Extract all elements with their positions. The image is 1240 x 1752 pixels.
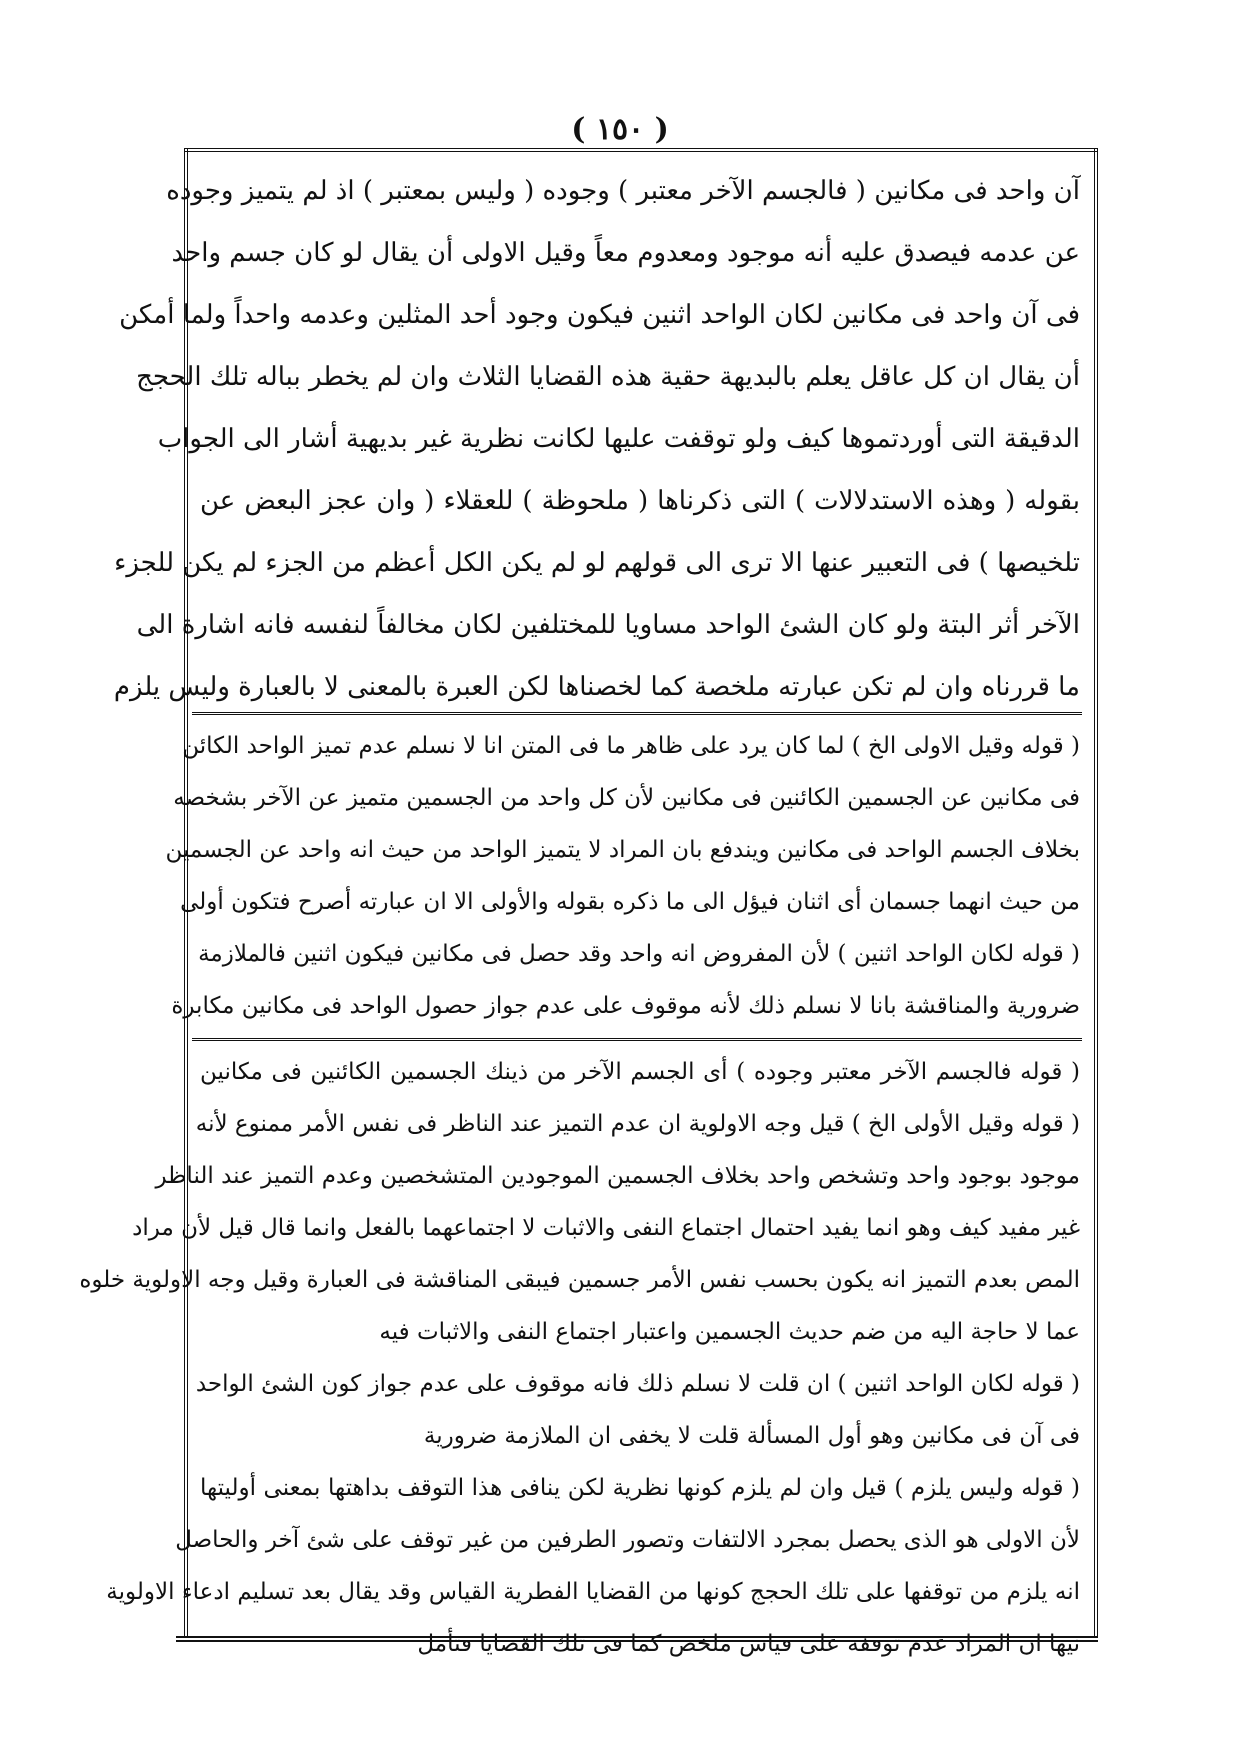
commentary-line: من حيث انهما جسمان أى اثنان فيؤل الى ما ذكره بقوله والأولى الا ان عبارته أصرح فتكون أولى [180,889,1080,915]
page-number: ( ١٥٠ ) [571,112,669,147]
commentary-line: انه يلزم من توقفها على تلك الحجج كونها من القضايا الفطرية القياس وقد يقال بعد تسليم ادعاء الاولوية [106,1579,1080,1605]
commentary-line: فى مكانين عن الجسمين الكائنين فى مكانين لأن كل واحد من الجسمين متميز عن الآخر بشخصه [173,785,1080,811]
main-line: الدقيقة التى أوردتموها كيف ولو توقفت عليها لكانت نظرية غير بديهية أشار الى الجواب [157,424,1080,454]
commentary-line: ( قوله وليس يلزم ) قيل وان لم يلزم كونها نظرية لكن ينافى هذا التوقف بداهتها بمعنى أوليتها [200,1475,1080,1501]
commentary-line: بخلاف الجسم الواحد فى مكانين ويندفع بان المراد لا يتميز الواحد من حيث انه واحد عن الجسمين [165,837,1080,863]
commentary-line: المص بعدم التميز انه يكون بحسب نفس الأمر جسمين فيبقى المناقشة فى العبارة وقيل وجه الاولوية خلوه [79,1267,1080,1293]
main-line: الآخر أثر البتة ولو كان الشئ الواحد مساويا للمختلفين لكان مخالفاً لنفسه فانه اشارة الى [136,610,1080,640]
commentary-line: غير مفيد كيف وهو انما يفيد احتمال اجتماع النفى والاثبات لا اجتماعهما بالفعل وانما قال قيل لأن مراد [132,1215,1080,1241]
commentary-line: ضرورية والمناقشة بانا لا نسلم ذلك لأنه موقوف على عدم جواز حصول الواحد فى مكانين مكابرة [171,993,1080,1019]
main-line: أن يقال ان كل عاقل يعلم بالبديهة حقية هذه القضايا الثلاث وان لم يخطر بباله تلك الحجج [136,362,1080,392]
main-line: عن عدمه فيصدق عليه أنه موجود ومعدوم معاً وقيل الاولى أن يقال لو كان جسم واحد [171,238,1080,268]
commentary-line: ( قوله وقيل الاولى الخ ) لما كان يرد على ظاهر ما فى المتن انا لا نسلم عدم تميز الواحد الكائن [182,733,1080,759]
commentary-line: فى آن فى مكانين وهو أول المسألة قلت لا يخفى ان الملازمة ضرورية [423,1423,1080,1449]
commentary-line: ( قوله فالجسم الآخر معتبر وجوده ) أى الجسم الآخر من ذينك الجسمين الكائنين فى مكانين [200,1059,1080,1085]
main-line: بقوله ( وهذه الاستدلالات ) التى ذكرناها ( ملحوظة ) للعقلاء ( وان عجز البعض عن [200,486,1080,516]
commentary-line: ( قوله وقيل الأولى الخ ) قيل وجه الاولوية ان عدم التميز عند الناظر فى نفس الأمر ممنوع لأنه [195,1111,1080,1137]
commentary-line: موجود بوجود واحد وتشخص واحد بخلاف الجسمين الموجودين المتشخصين وعدم التميز عند الناظر [155,1163,1080,1189]
commentary-line: عما لا حاجة اليه من ضم حديث الجسمين واعتبار اجتماع النفى والاثبات فيه [379,1319,1080,1345]
main-line: فى آن واحد فى مكانين لكان الواحد اثنين فيكون وجود أحد المثلين وعدمه واحداً ولما أمكن [119,300,1080,330]
commentary-block-2 [79,1046,1080,1670]
commentary-block-1 [165,720,1080,1032]
bottom-rule [176,1636,1098,1642]
section-divider [192,712,1082,715]
commentary-line: نيها ان المراد عدم توقفه على قياس ملخص كما فى تلك القضايا فتأمل [417,1631,1080,1657]
main-text [113,160,1080,718]
section-divider [192,1038,1082,1041]
main-line: ما قررناه وان لم تكن عبارته ملخصة كما لخصناها لكن العبرة بالمعنى لا بالعبارة وليس يلزم [113,672,1080,702]
commentary-line: ( قوله لكان الواحد اثنين ) ان قلت لا نسلم ذلك فانه موقوف على عدم جواز كون الشئ الواحد [195,1371,1080,1397]
commentary-line: ( قوله لكان الواحد اثنين ) لأن المفروض انه واحد وقد حصل فى مكانين فيكون اثنين فالملازمة [198,941,1080,967]
commentary-line: لأن الاولى هو الذى يحصل بمجرد الالتفات وتصور الطرفين من غير توقف على شئ آخر والحاصل [175,1527,1080,1553]
main-line: تلخيصها ) فى التعبير عنها الا ترى الى قولهم لو لم يكن الكل أعظم من الجزء لم يكن للجزء [114,548,1080,578]
main-line: آن واحد فى مكانين ( فالجسم الآخر معتبر ) وجوده ( وليس بمعتبر ) اذ لم يتميز وجوده [166,176,1080,206]
